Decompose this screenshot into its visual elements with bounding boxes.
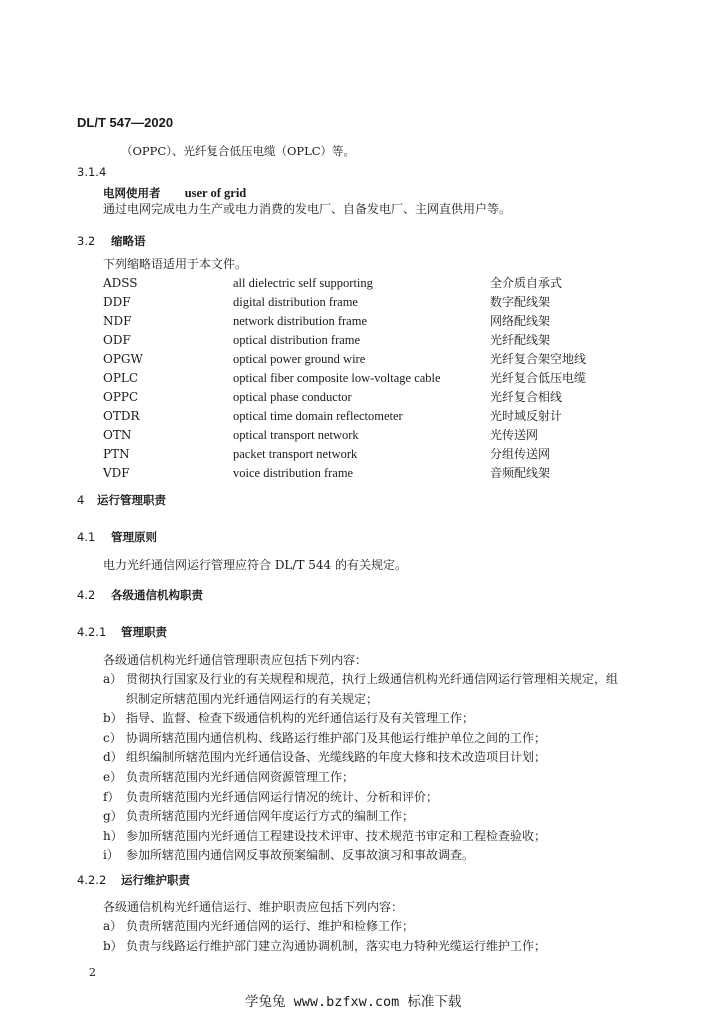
list-item-label: g） <box>103 809 123 824</box>
term-entry <box>103 184 246 200</box>
abbr-code: PTN <box>103 447 130 461</box>
term-zh: 电网使用者 <box>103 186 161 200</box>
list-item-text: 负责与线路运行维护部门建立沟通协调机制，落实电力特种光缆运行维护工作； <box>126 938 547 953</box>
section-number: 4.2 <box>77 588 96 602</box>
abbr-english: network distribution frame <box>233 314 367 328</box>
list-item-text: 协调所辖范围内通信机构、线路运行维护部门及其他运行维护单位之间的工作； <box>126 730 547 745</box>
list-item-text: 织制定所辖范围内光纤通信网运行的有关规定； <box>126 691 379 706</box>
section-number: 4.2.2 <box>77 873 107 887</box>
list-item-text: 组织编制所辖范围内光纤通信设备、光缆线路的年度大修和技术改造项目计划； <box>126 750 547 765</box>
list-item-label: b） <box>103 711 123 726</box>
section-4-2-heading <box>77 590 203 602</box>
abbr-english: optical time domain reflectometer <box>233 409 403 423</box>
abbr-chinese: 光传送网 <box>490 428 539 442</box>
abbr-chinese: 分组传送网 <box>490 447 551 461</box>
section-title: 管理职责 <box>121 625 167 639</box>
section-number: 3.2 <box>77 234 96 248</box>
abbr-english: voice distribution frame <box>233 466 354 480</box>
section-number: 4.2.1 <box>77 625 107 639</box>
list-item-text: 参加所辖范围内通信网反事故预案编制、反事故演习和事故调查。 <box>126 848 475 863</box>
list-item-label: a） <box>103 919 123 933</box>
abbr-code: OPPC <box>103 390 139 404</box>
abbr-chinese: 光纤复合低压电缆 <box>490 371 587 385</box>
list-item-label: i） <box>103 848 119 863</box>
list-item-text: 指导、监督、检查下级通信机构的光纤通信运行及有关管理工作； <box>126 711 475 726</box>
abbr-english: packet transport network <box>233 447 358 461</box>
abbr-intro: 下列缩略语适用于本文件。 <box>103 257 248 271</box>
section-4-1-heading <box>77 532 157 544</box>
list-item-label: e） <box>103 770 123 784</box>
section-3-2-heading <box>77 236 146 248</box>
list-item-text: 负责所辖范围内光纤通信网资源管理工作； <box>126 770 355 784</box>
footer-watermark: 学兔兔 www.bzfxw.com 标准下载 <box>245 994 462 1010</box>
list-item-text: 负责所辖范围内光纤通信网运行情况的统计、分析和评价； <box>126 789 439 804</box>
abbr-chinese: 光纤复合相线 <box>490 390 563 404</box>
section-3-1-4-number: 3.1.4 <box>77 165 107 179</box>
abbr-chinese: 光时域反射计 <box>490 409 563 423</box>
section-title: 运行维护职责 <box>121 873 190 887</box>
abbr-english: optical fiber composite low-voltage cable <box>233 371 441 385</box>
abbr-code: VDF <box>103 466 130 480</box>
list-item-text: 贯彻执行国家及行业的有关规程和规范，执行上级通信机构光纤通信网运行管理相关规定，组 <box>126 672 619 686</box>
list-item-label: a） <box>103 672 123 686</box>
abbr-english: optical power ground wire <box>233 352 366 366</box>
section-4-2-1-heading <box>77 627 167 639</box>
section-4-2-2-intro: 各级通信机构光纤通信运行、维护职责应包括下列内容： <box>103 900 404 914</box>
abbr-english: all dielectric self supporting <box>233 276 373 290</box>
page-number: 2 <box>89 966 96 979</box>
section-title: 管理原则 <box>111 530 157 544</box>
continuation-line: （OPPC）、光纤复合低压电缆（OPLC）等。 <box>121 144 356 158</box>
section-4-heading <box>77 495 166 507</box>
abbr-chinese: 数字配线架 <box>490 295 551 309</box>
abbr-code: DDF <box>103 295 131 309</box>
list-item-text: 负责所辖范围内光纤通信网年度运行方式的编制工作； <box>126 809 415 824</box>
abbr-code: ADSS <box>103 276 138 290</box>
abbr-english: optical distribution frame <box>233 333 361 347</box>
section-number: 4.1 <box>77 530 96 544</box>
abbr-code: OPGW <box>103 352 143 366</box>
abbr-english: optical phase conductor <box>233 390 352 404</box>
abbr-chinese: 光纤配线架 <box>490 333 551 347</box>
abbr-english: optical transport network <box>233 428 359 442</box>
list-item-label: f） <box>103 789 120 804</box>
section-title: 各级通信机构职责 <box>111 588 203 602</box>
list-item-label: h） <box>103 828 123 843</box>
abbr-chinese: 网络配线架 <box>490 314 551 328</box>
doc-id-header: DL/T 547—2020 <box>77 115 174 130</box>
section-4-2-1-intro: 各级通信机构光纤通信管理职责应包括下列内容： <box>103 653 368 667</box>
term-definition: 通过电网完成电力生产或电力消费的发电厂、自备发电厂、主网直供用户等。 <box>103 202 512 216</box>
abbr-chinese: 全介质自承式 <box>490 276 563 290</box>
abbr-code: OTN <box>103 428 132 442</box>
list-item-label: d） <box>103 750 123 765</box>
list-item-text: 负责所辖范围内光纤通信网的运行、维护和检修工作； <box>126 919 415 933</box>
abbr-code: ODF <box>103 333 131 347</box>
section-number: 4 <box>77 493 85 507</box>
section-title: 运行管理职责 <box>97 493 166 507</box>
list-item-label: b） <box>103 938 123 953</box>
abbr-chinese: 光纤复合架空地线 <box>490 352 587 366</box>
section-4-2-2-heading <box>77 875 190 887</box>
abbr-chinese: 音频配线架 <box>490 466 551 480</box>
section-title: 缩略语 <box>111 234 146 248</box>
abbr-code: NDF <box>103 314 132 328</box>
abbr-english: digital distribution frame <box>233 295 358 309</box>
list-item-text: 参加所辖范围内光纤通信工程建设技术评审、技术规范书审定和工程检查验收； <box>126 828 547 843</box>
abbr-code: OPLC <box>103 371 139 385</box>
section-4-1-text: 电力光纤通信网运行管理应符合 DL/T 544 的有关规定。 <box>103 558 407 572</box>
term-en: user of grid <box>184 186 247 200</box>
list-item-label: c） <box>103 730 122 745</box>
abbr-code: OTDR <box>103 409 140 423</box>
